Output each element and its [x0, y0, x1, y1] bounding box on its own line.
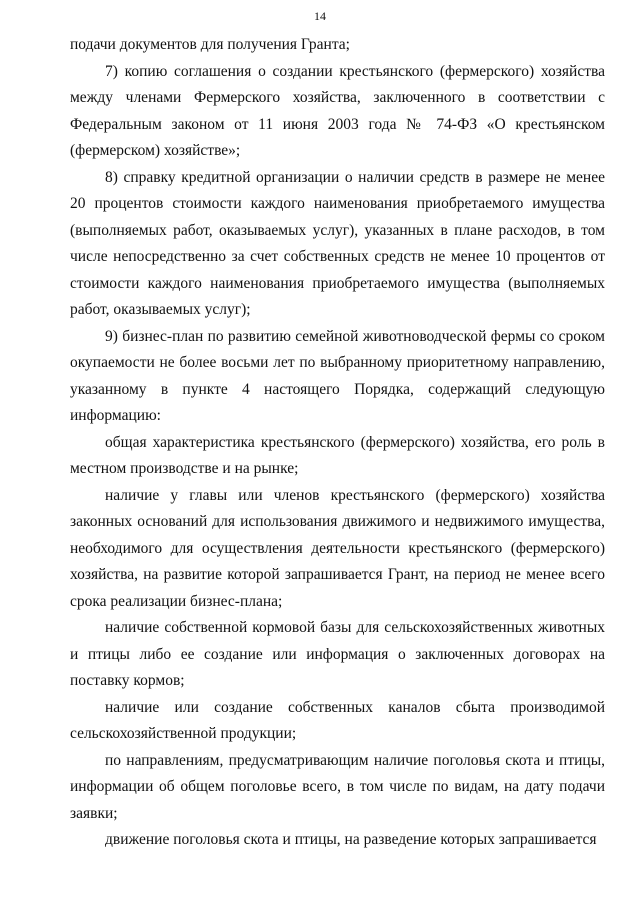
paragraph-item-8: 8) справку кредитной организации о наличии средств в размере не менее 20 процентов стоимости каждого наименования приобретаемого имущества (выполняемых работ, оказываемых услуг), указанных в плане расходов, в том числе непосредственно за счет собственных средств не менее 10 процентов от стоимости каждого наименования приобретаемого имущества (выполняемых работ, оказываемых услуг); [70, 168, 605, 318]
paragraph-livestock-info: по направлениям, предусматривающим наличие поголовья скота и птицы, информации об общем поголовье всего, в том числе по видам, на дату подачи заявки; [70, 751, 605, 822]
paragraph-legal-grounds: наличие у главы или членов крестьянского (фермерского) хозяйства законных оснований для использования движимого и недвижимого имущества, необходимого для осуществления деятельности крестьянского (фермерского) хозяйства, на развитие которой запрашивается Грант, на период не менее всего срока реализации бизнес-плана; [70, 486, 605, 610]
paragraph-feed-base: наличие собственной кормовой базы для сельскохозяйственных животных и птицы либо ее создание или информация о заключенных договорах на поставку кормов; [70, 619, 605, 689]
paragraph-general-characteristics: общая характеристика крестьянского (фермерского) хозяйства, его роль в местном производстве и на рынке; [70, 433, 605, 477]
document-body [70, 32, 605, 854]
page-number: 14 [314, 9, 326, 23]
paragraph-sales-channels: наличие или создание собственных каналов сбыта производимой сельскохозяйственной продукции; [70, 698, 605, 742]
paragraph-item-9: 9) бизнес-план по развитию семейной животноводческой фермы со сроком окупаемости не более восьми лет по выбранному приоритетному направлению, указанному в пункте 4 настоящего Порядка, содержащий следующую информацию: [70, 327, 605, 424]
paragraph-item-7: 7) копию соглашения о создании крестьянского (фермерского) хозяйства между членами Фермерского хозяйства, заключенного в соответствии с Федеральным законом от 11 июня 2003 года № 74-ФЗ «О крестьянском (фермерском) хозяйстве»; [70, 62, 605, 159]
paragraph-continuation: подачи документов для получения Гранта; [70, 36, 350, 53]
paragraph-livestock-movement: движение поголовья скота и птицы, на разведение которых запрашивается [105, 831, 597, 848]
